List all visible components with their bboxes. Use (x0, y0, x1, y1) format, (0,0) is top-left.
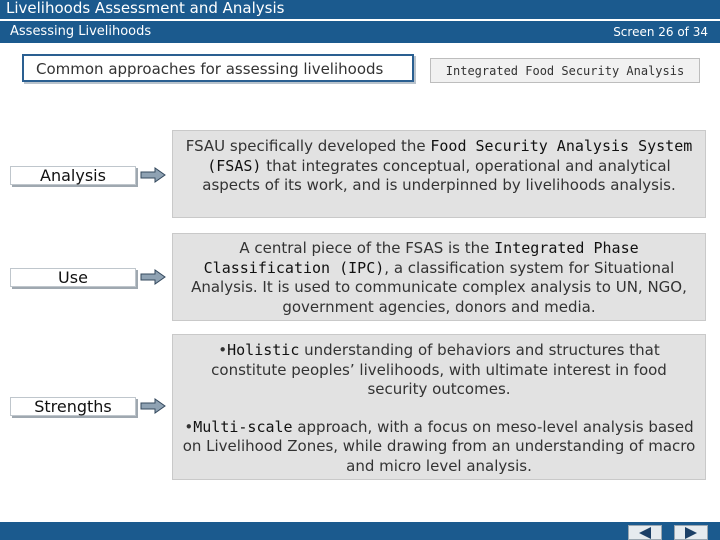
label-use: Use (10, 268, 136, 287)
ifsa-tab-label: Integrated Food Security Analysis (445, 64, 685, 78)
strength-item: •Multi-scale approach, with a focus on meso-level analysis based on Livelihood Zones, while drawing from an understanding of macro and micro level analysis. (182, 417, 696, 475)
app-title: Livelihoods Assessment and Analysis (6, 0, 285, 17)
title-bar (0, 0, 720, 19)
ifsa-tab[interactable] (430, 58, 700, 83)
use-text: A central piece of the FSAS is the Integrated Phase Classification (IPC), a classification system for Situational Analysis. It is used to communicate complex analysis to UN, NGO, government agencies, donors and media. (191, 239, 687, 316)
right-triangle-icon (684, 527, 698, 539)
analysis-box (172, 130, 706, 218)
arrow-right-icon (140, 398, 166, 414)
arrow-right-icon (140, 269, 166, 285)
strengths-box (172, 334, 706, 480)
footer-bar (0, 522, 720, 540)
back-button[interactable] (628, 525, 662, 540)
approach-heading (22, 54, 414, 82)
next-button[interactable] (674, 525, 708, 540)
screen-counter: Screen 26 of 34 (613, 25, 708, 39)
analysis-text: FSAU specifically developed the Food Security Analysis System (FSAS) that integrates conceptual, operational and analytical aspects of its work, and is underpinned by livelihoods analysis. (185, 137, 693, 194)
label-analysis: Analysis (10, 166, 136, 185)
subtitle-bar (0, 19, 720, 43)
use-box (172, 233, 706, 321)
approach-heading-text: Common approaches for assessing livelihoods (36, 60, 384, 78)
section-subtitle: Assessing Livelihoods (10, 24, 152, 39)
label-strengths: Strengths (10, 397, 136, 416)
arrow-right-icon (140, 167, 166, 183)
strength-item: •Holistic understanding of behaviors and structures that constitute peoples’ livelihoods, with ultimate interest in food security outcomes. (211, 341, 667, 398)
left-triangle-icon (638, 527, 652, 539)
